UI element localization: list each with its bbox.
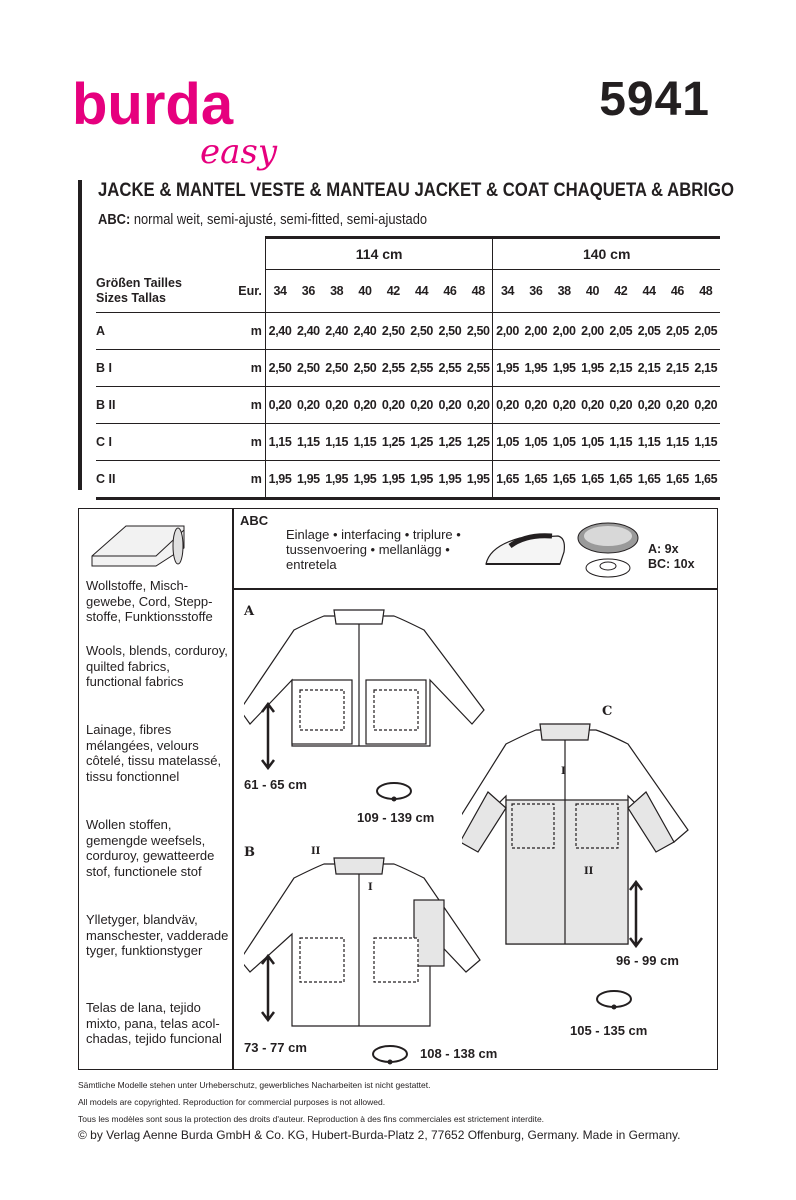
- box-divider-horizontal: [232, 588, 718, 590]
- unit: m: [234, 387, 266, 424]
- view-c-length: 96 - 99 cm: [616, 953, 679, 968]
- yardage-cell: 1,05: [550, 424, 578, 461]
- view-c-width: 105 - 135 cm: [570, 1023, 648, 1038]
- yardage-cell: 1,65: [607, 461, 635, 499]
- yardage-cell: 1,95: [578, 350, 606, 387]
- size-header: 34: [493, 270, 522, 313]
- yardage-cell: 2,00: [493, 313, 522, 350]
- yardage-cell: 2,50: [379, 313, 407, 350]
- yardage-cell: 1,65: [550, 461, 578, 499]
- size-header: 40: [578, 270, 606, 313]
- yardage-cell: 1,65: [578, 461, 606, 499]
- view-b-length: 73 - 77 cm: [244, 1040, 307, 1055]
- yardage-cell: 1,05: [493, 424, 522, 461]
- yardage-cell: 1,65: [692, 461, 720, 499]
- fit-description: ABC: normal weit, semi-ajusté, semi-fitted, semi-ajustado: [98, 211, 428, 228]
- width-114-header: 114 cm: [265, 238, 493, 270]
- view-b-piece-i: I: [368, 882, 373, 893]
- yardage-cell: 0,20: [522, 387, 550, 424]
- length-arrow-c: [628, 880, 644, 948]
- yardage-cell: 2,00: [522, 313, 550, 350]
- yardage-cell: 1,15: [663, 424, 691, 461]
- yardage-cell: 2,15: [692, 350, 720, 387]
- buttons-quantity: A: 9x BC: 10x: [648, 542, 695, 571]
- yardage-cell: 1,25: [407, 424, 435, 461]
- size-header: 44: [407, 270, 435, 313]
- width-140-header: 140 cm: [493, 238, 720, 270]
- view-a-label: A: [244, 604, 255, 619]
- pattern-title: JACKE & MANTEL VESTE & MANTEAU JACKET & COAT CHAQUETA & ABRIGO: [98, 180, 735, 201]
- length-arrow-b: [260, 954, 276, 1022]
- yardage-cell: 2,05: [663, 313, 691, 350]
- yardage-cell: 1,95: [522, 350, 550, 387]
- yardage-cell: 2,15: [663, 350, 691, 387]
- fabric-en: Wools, blends, corduroy, quilted fabrics, functional fabrics: [86, 643, 228, 689]
- yardage-cell: 1,15: [294, 424, 322, 461]
- size-header: 34: [265, 270, 294, 313]
- view-label: A: [96, 313, 234, 350]
- yardage-cell: 1,15: [635, 424, 663, 461]
- yardage-cell: 0,20: [379, 387, 407, 424]
- yardage-cell: 0,20: [493, 387, 522, 424]
- view-c-piece-i: I: [561, 766, 566, 777]
- footer-copyright-en: All models are copyrighted. Reproduction for commercial purposes is not allowed.: [78, 1097, 386, 1107]
- width-circle-b: [370, 1043, 410, 1065]
- footer-copyright-fr: Tous les modèles sont sous la protection des droits d'auteur. Reproduction à des fins commerciales est strictement interdite.: [78, 1114, 545, 1124]
- view-b-label: B: [244, 845, 255, 860]
- yardage-cell: 2,05: [635, 313, 663, 350]
- view-b-piece-ii: II: [311, 846, 321, 857]
- yardage-cell: 2,05: [692, 313, 720, 350]
- yardage-cell: 1,65: [663, 461, 691, 499]
- notions-abc-label: ABC: [240, 513, 269, 528]
- iron-icon: [480, 526, 570, 572]
- yardage-cell: 0,20: [323, 387, 351, 424]
- pattern-number: 5941: [599, 73, 710, 126]
- yardage-cell: 1,65: [635, 461, 663, 499]
- yardage-cell: 0,20: [464, 387, 493, 424]
- size-header: 36: [522, 270, 550, 313]
- view-label: C II: [96, 461, 234, 499]
- size-header: 46: [663, 270, 691, 313]
- view-c-label: C: [602, 704, 613, 719]
- size-header: 48: [692, 270, 720, 313]
- size-header: 40: [351, 270, 379, 313]
- yardage-row: [96, 350, 720, 387]
- yardage-cell: 1,05: [578, 424, 606, 461]
- fabric-de: Wollstoffe, Misch- gewebe, Cord, Stepp- stoffe, Funktionsstoffe: [86, 578, 213, 624]
- unit: m: [234, 350, 266, 387]
- yardage-cell: 2,50: [351, 350, 379, 387]
- yardage-cell: 1,95: [407, 461, 435, 499]
- size-header: 36: [294, 270, 322, 313]
- unit: m: [234, 424, 266, 461]
- interfacing-text: Einlage • interfacing • triplure • tussenvoering • mellanlägg • entretela: [286, 527, 461, 572]
- yardage-cell: 1,95: [265, 461, 294, 499]
- yardage-cell: 2,05: [607, 313, 635, 350]
- yardage-cell: 0,20: [578, 387, 606, 424]
- yardage-cell: 1,95: [351, 461, 379, 499]
- yardage-cell: 1,15: [351, 424, 379, 461]
- yardage-cell: 2,50: [323, 350, 351, 387]
- yardage-cell: 2,55: [407, 350, 435, 387]
- yardage-cell: 1,95: [550, 350, 578, 387]
- title-rule: [78, 180, 82, 490]
- view-label: B II: [96, 387, 234, 424]
- yardage-row: [96, 424, 720, 461]
- size-header: 38: [323, 270, 351, 313]
- view-b-width: 108 - 138 cm: [420, 1046, 498, 1061]
- yardage-cell: 2,50: [265, 350, 294, 387]
- yardage-cell: 2,40: [265, 313, 294, 350]
- unit: m: [234, 461, 266, 499]
- yardage-cell: 1,25: [436, 424, 464, 461]
- yardage-cell: 1,15: [323, 424, 351, 461]
- yardage-cell: 1,95: [436, 461, 464, 499]
- jacket-b-drawing: [244, 850, 490, 1028]
- size-header: 42: [607, 270, 635, 313]
- yardage-cell: 0,20: [436, 387, 464, 424]
- yardage-cell: 1,95: [323, 461, 351, 499]
- yardage-cell: 1,95: [294, 461, 322, 499]
- view-a-length: 61 - 65 cm: [244, 777, 307, 792]
- view-label: C I: [96, 424, 234, 461]
- logo-easy: easy: [200, 132, 278, 172]
- yardage-cell: 2,50: [407, 313, 435, 350]
- yardage-cell: 2,15: [635, 350, 663, 387]
- yardage-cell: 2,50: [436, 313, 464, 350]
- yardage-cell: 2,00: [578, 313, 606, 350]
- burda-easy-logo: [72, 68, 292, 178]
- yardage-cell: 1,25: [379, 424, 407, 461]
- yardage-cell: 1,15: [692, 424, 720, 461]
- yardage-cell: 1,95: [493, 350, 522, 387]
- footer-copyright-de: Sämtliche Modelle stehen unter Urheberschutz, gewerbliches Nacharbeiten ist nicht gestattet.: [78, 1080, 431, 1090]
- coat-c-drawing: [462, 716, 712, 948]
- size-header: 42: [379, 270, 407, 313]
- yardage-cell: 1,95: [379, 461, 407, 499]
- yardage-row: [96, 387, 720, 424]
- footer-publisher: © by Verlag Aenne Burda GmbH & Co. KG, Hubert-Burda-Platz 2, 77652 Offenburg, Germany. Made in Germany.: [78, 1128, 681, 1142]
- width-circle-a: [374, 780, 414, 802]
- size-label: Größen Tailles Sizes Tallas: [96, 270, 234, 313]
- width-circle-c: [594, 988, 634, 1010]
- view-label: B I: [96, 350, 234, 387]
- yardage-cell: 2,00: [550, 313, 578, 350]
- yardage-cell: 2,15: [607, 350, 635, 387]
- size-header: 38: [550, 270, 578, 313]
- yardage-cell: 1,15: [607, 424, 635, 461]
- yardage-cell: 0,20: [550, 387, 578, 424]
- yardage-cell: 0,20: [351, 387, 379, 424]
- yardage-cell: 2,40: [323, 313, 351, 350]
- yardage-cell: 2,40: [294, 313, 322, 350]
- yardage-row: [96, 461, 720, 499]
- yardage-table: [96, 236, 720, 500]
- fabric-bolt-icon: [86, 516, 190, 572]
- yardage-cell: 2,50: [294, 350, 322, 387]
- yardage-cell: 0,20: [294, 387, 322, 424]
- yardage-cell: 2,55: [464, 350, 493, 387]
- yardage-cell: 2,55: [436, 350, 464, 387]
- yardage-cell: 1,05: [522, 424, 550, 461]
- view-a-width: 109 - 139 cm: [357, 810, 435, 825]
- yardage-cell: 1,25: [464, 424, 493, 461]
- view-c-piece-ii: II: [584, 866, 594, 877]
- size-header: 46: [436, 270, 464, 313]
- logo-wordmark: burda: [72, 72, 234, 137]
- yardage-cell: 1,15: [265, 424, 294, 461]
- yardage-cell: 0,20: [692, 387, 720, 424]
- fabric-es: Telas de lana, tejido mixto, pana, telas acol- chadas, tejido funcional: [86, 1000, 222, 1046]
- eur-label: Eur.: [234, 270, 266, 313]
- fabric-fr: Lainage, fibres mélangées, velours côtelé, tissu matelassé, tissu fonctionnel: [86, 722, 222, 784]
- yardage-cell: 0,20: [407, 387, 435, 424]
- yardage-cell: 2,40: [351, 313, 379, 350]
- button-icon: [574, 516, 644, 580]
- yardage-cell: 2,50: [464, 313, 493, 350]
- yardage-cell: 0,20: [607, 387, 635, 424]
- fabric-sv: Ylletyger, blandväv, manschester, vadderade tyger, funktionstyger: [86, 912, 229, 958]
- fabric-nl: Wollen stoffen, gemengde weefsels, corduroy, gewatteerde stof, functionele stof: [86, 817, 215, 879]
- jacket-a-drawing: [244, 600, 490, 750]
- yardage-cell: 0,20: [663, 387, 691, 424]
- yardage-cell: 1,65: [522, 461, 550, 499]
- yardage-cell: 0,20: [265, 387, 294, 424]
- yardage-cell: 1,95: [464, 461, 493, 499]
- yardage-cell: 1,65: [493, 461, 522, 499]
- unit: m: [234, 313, 266, 350]
- yardage-row: [96, 313, 720, 350]
- size-header: 48: [464, 270, 493, 313]
- yardage-cell: 2,55: [379, 350, 407, 387]
- yardage-cell: 0,20: [635, 387, 663, 424]
- length-arrow-a: [260, 702, 276, 770]
- box-divider-vertical: [232, 508, 234, 1070]
- size-header: 44: [635, 270, 663, 313]
